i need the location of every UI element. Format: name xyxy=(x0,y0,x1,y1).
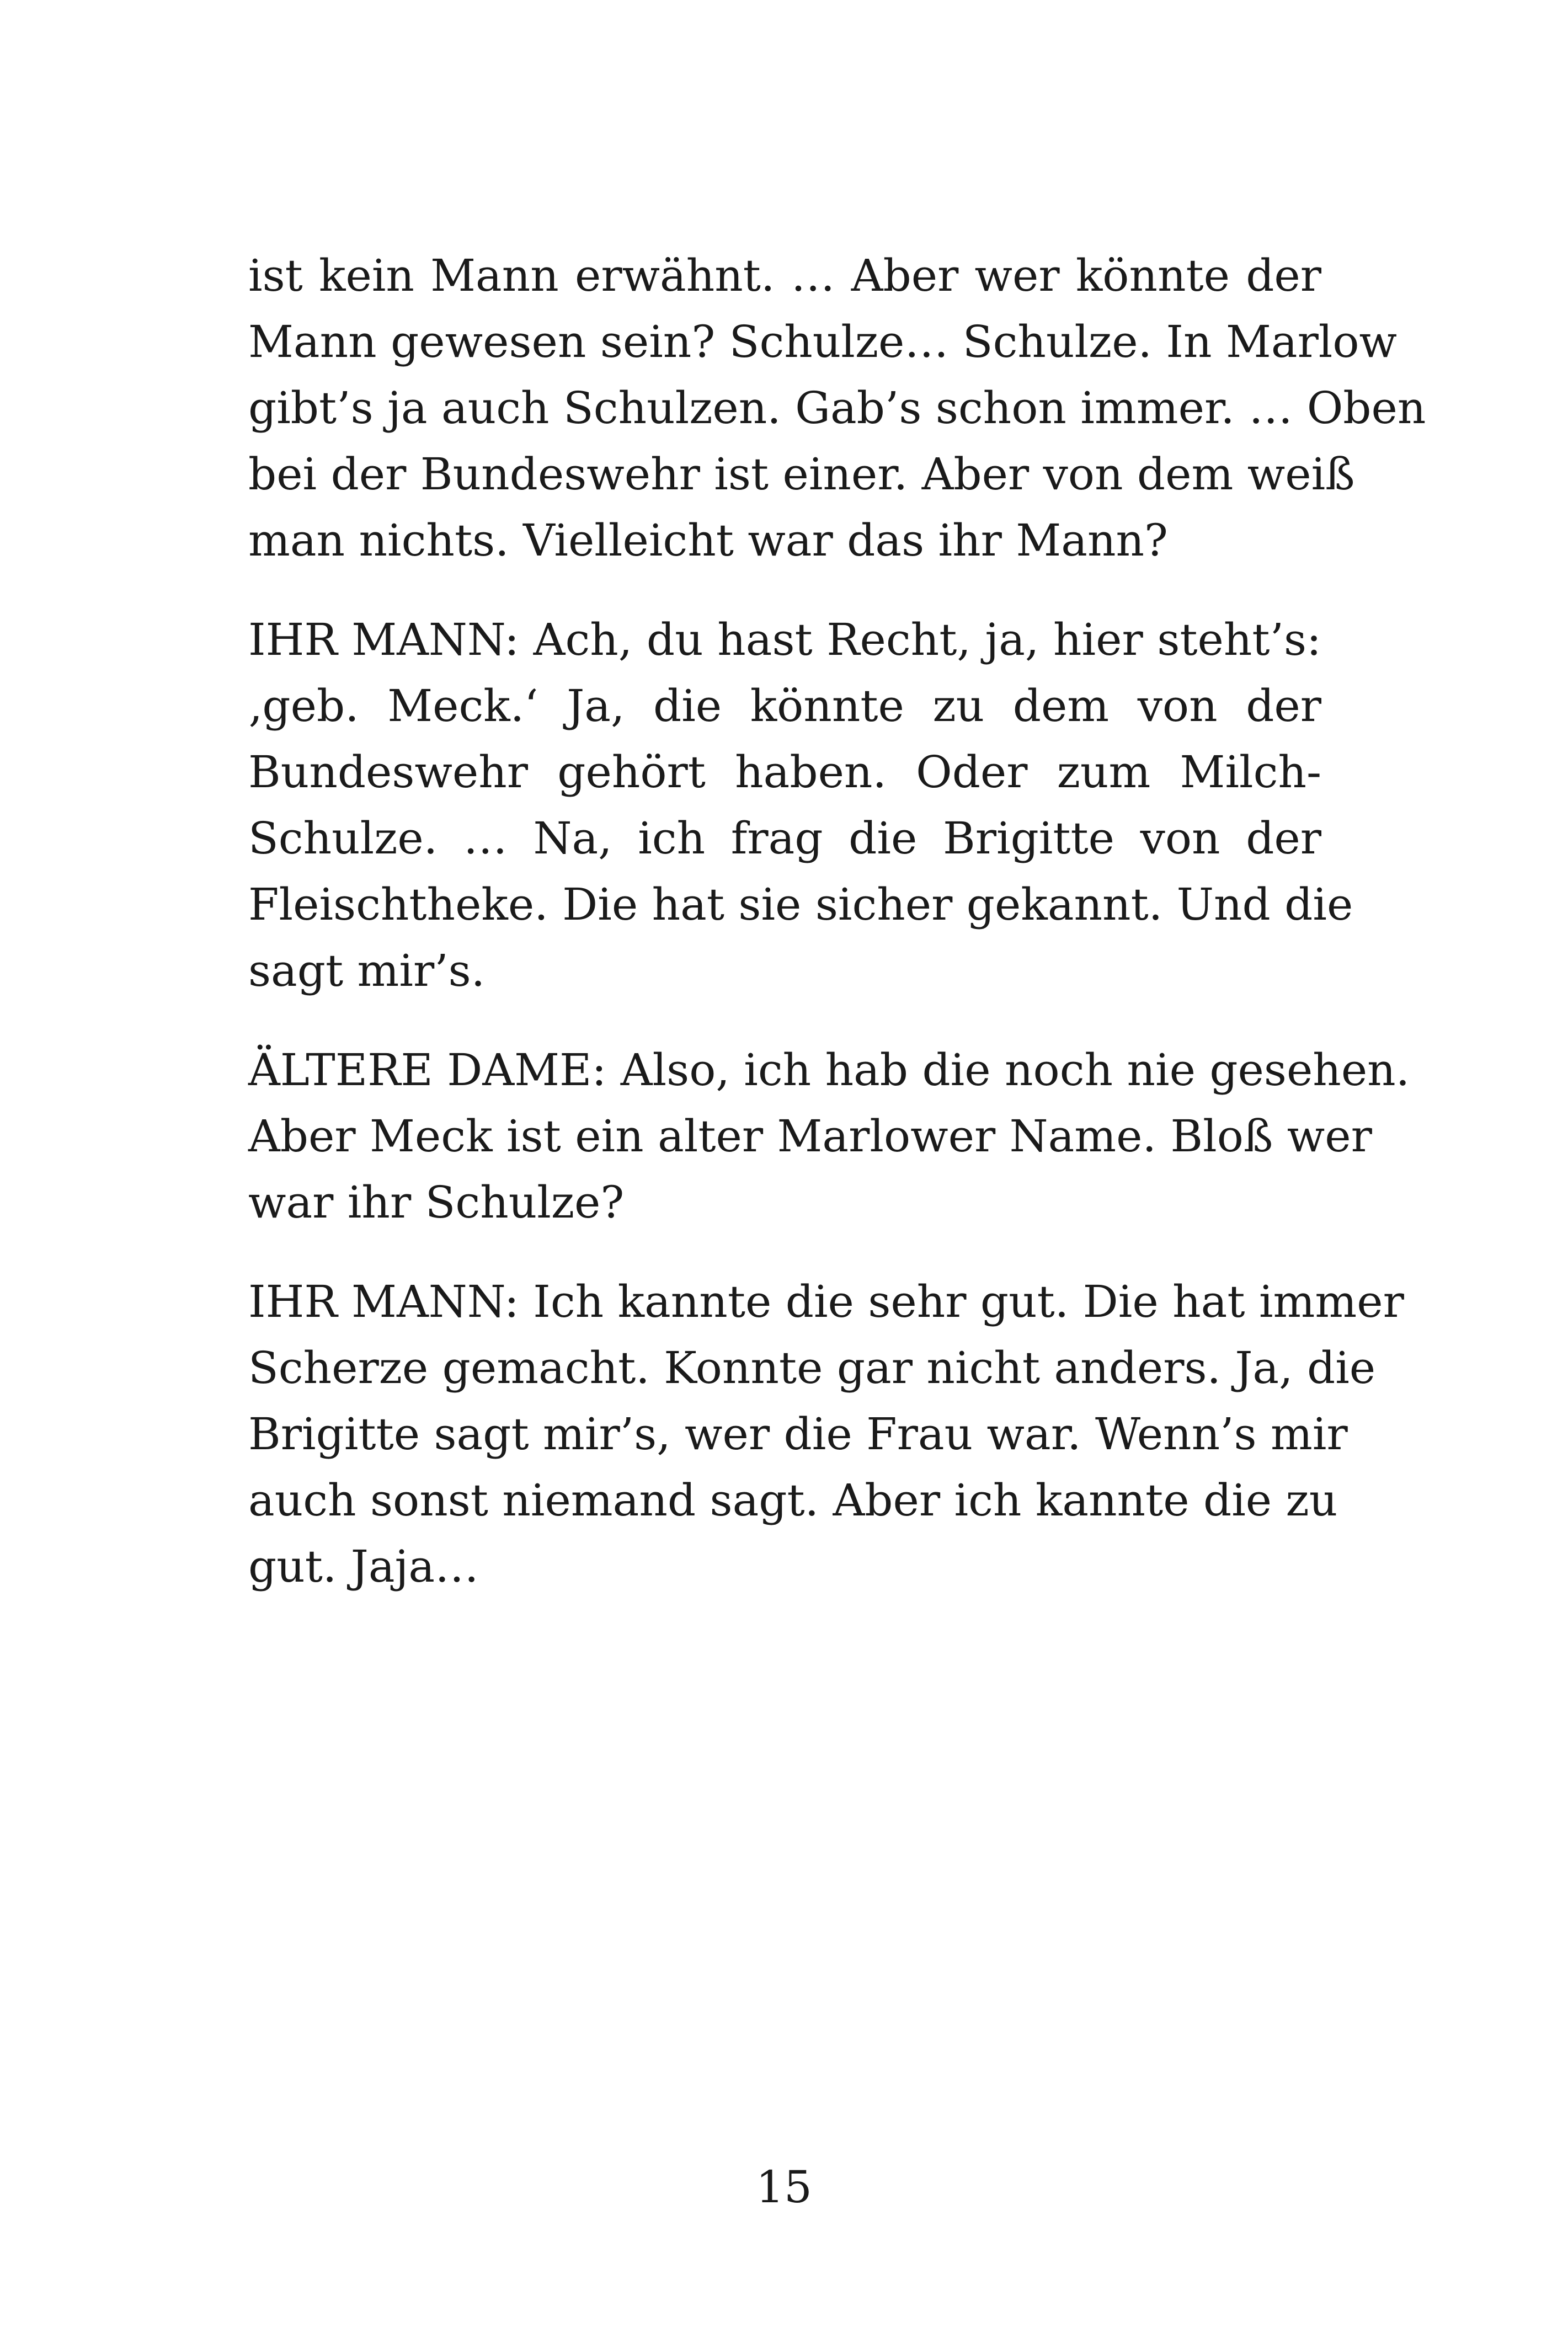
text-line: gibt’s ja auch Schulzen. Gab’s schon immer. … Oben xyxy=(248,382,1426,434)
text-line: war ihr Schulze? xyxy=(248,1177,625,1228)
text-line: Schulze. … Na, ich frag die Brigitte von der xyxy=(248,813,1321,864)
paragraph-3 xyxy=(248,1037,1410,1236)
text-line: Aber Meck ist ein alter Marlower Name. Bloß wer xyxy=(248,1111,1372,1162)
text-line: Mann gewesen sein? Schulze… Schulze. In Marlow xyxy=(248,316,1398,367)
text-line: IHR MANN: Ach, du hast Recht, ja, hier steht’s: xyxy=(248,614,1321,665)
text-line: ‚geb. Meck.‘ Ja, die könnte zu dem von der xyxy=(248,680,1321,732)
text-line: Scherze gemacht. Konnte gar nicht anders. Ja, die xyxy=(248,1342,1376,1394)
text-line: Brigitte sagt mir’s, wer die Frau war. Wenn’s mir xyxy=(248,1408,1348,1460)
text-line: man nichts. Vielleicht war das ihr Mann? xyxy=(248,515,1168,566)
page-number: 15 xyxy=(756,2161,812,2213)
text-line: Fleischtheke. Die hat sie sicher gekannt. Und die xyxy=(248,879,1353,930)
text-line: ist kein Mann erwähnt. … Aber wer könnte der xyxy=(248,250,1321,301)
text-line: bei der Bundeswehr ist einer. Aber von dem weiß xyxy=(248,449,1355,500)
paragraph-4 xyxy=(248,1269,1404,1600)
body-text xyxy=(248,243,1426,1633)
text-line: gut. Jaja… xyxy=(248,1541,479,1592)
paragraph-1 xyxy=(248,243,1426,574)
text-line: Bundeswehr gehört haben. Oder zum Milch- xyxy=(248,746,1321,798)
paragraph-2 xyxy=(248,607,1353,1004)
text-line: ÄLTERE DAME: Also, ich hab die noch nie gesehen. xyxy=(248,1044,1410,1096)
text-line: sagt mir’s. xyxy=(248,945,486,996)
text-line: IHR MANN: Ich kannte die sehr gut. Die hat immer xyxy=(248,1276,1404,1327)
text-line: auch sonst niemand sagt. Aber ich kannte die zu xyxy=(248,1475,1338,1526)
